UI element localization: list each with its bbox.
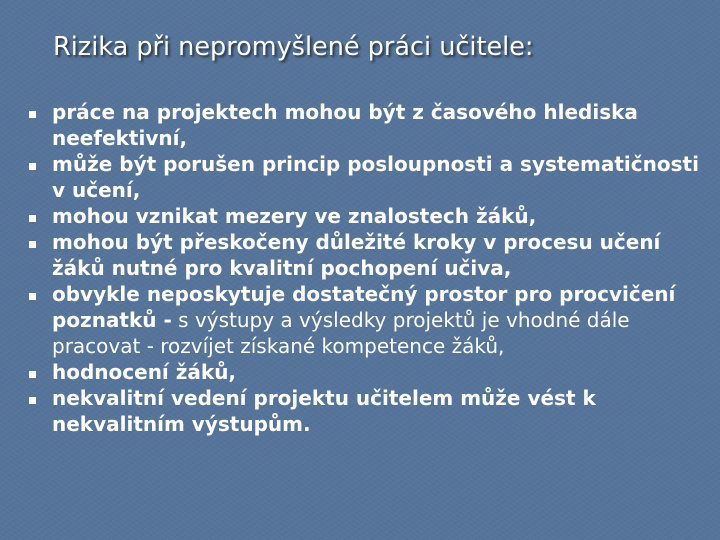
square-bullet-icon (29, 241, 36, 248)
bullet-text: mohou vznikat mezery ve znalostech žáků, (52, 204, 537, 228)
slide-title: Rizika při nepromyšlené práci učitele: (53, 32, 534, 62)
bullet-list (0, 99, 720, 437)
square-bullet-icon (29, 371, 36, 378)
bullet-text: nekvalitní vedení projektu učitelem může vést k nekvalitním výstupům. (52, 386, 596, 436)
list-item (0, 151, 720, 203)
bullet-text: obvykle neposkytuje dostatečný prostor pro procvičení poznatků - (52, 282, 676, 332)
list-item (0, 203, 720, 229)
square-bullet-icon (29, 111, 36, 118)
list-item (0, 99, 720, 151)
list-item (0, 281, 720, 359)
square-bullet-icon (29, 163, 36, 170)
square-bullet-icon (29, 215, 36, 222)
square-bullet-icon (29, 397, 36, 404)
bullet-text: práce na projektech mohou být z časového hlediska neefektivní, (52, 100, 638, 150)
list-item (0, 359, 720, 385)
bullet-text-normal: s výstupy a výsledky projektů je vhodné dále pracovat - rozvíjet získané kompetence žáků, (52, 308, 630, 358)
bullet-text: hodnocení žáků, (52, 360, 237, 384)
list-item (0, 385, 720, 437)
square-bullet-icon (29, 293, 36, 300)
bullet-text: může být porušen princip posloupnosti a systematičnosti v učení, (52, 152, 699, 202)
list-item (0, 229, 720, 281)
bullet-text: mohou být přeskočeny důležité kroky v procesu učení žáků nutné pro kvalitní pochopení učiva, (52, 230, 661, 280)
